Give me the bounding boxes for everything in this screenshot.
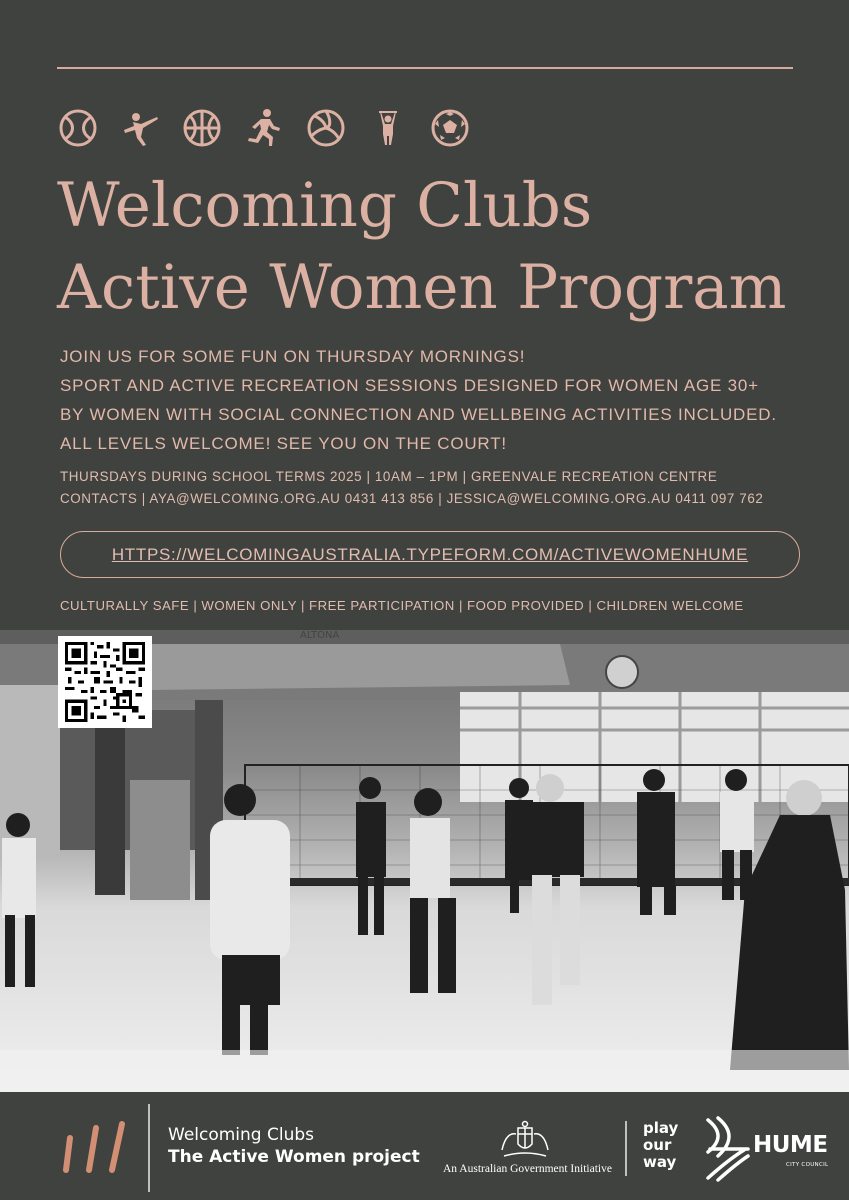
wall-sign-text: ALTONA: [300, 630, 340, 641]
title-line-1: Welcoming Clubs: [57, 170, 593, 241]
play-our-way-line-3: way: [643, 1153, 677, 1171]
volleyball-icon: [305, 107, 347, 149]
gymnast-icon: [119, 107, 161, 149]
government-initiative-text: An Australian Government Initiative: [443, 1163, 612, 1175]
qr-code[interactable]: [58, 636, 152, 728]
title-line-2: Active Women Program: [57, 252, 787, 323]
tennis-ball-icon: [57, 107, 99, 149]
contacts-line: CONTACTS | AYA@WELCOMING.ORG.AU 0431 413 856 | JESSICA@WELCOMING.ORG.AU 0411 097 762: [60, 491, 764, 506]
hume-wordmark: HUME: [753, 1132, 828, 1158]
hume-subtitle: CITY COUNCIL: [786, 1162, 829, 1168]
footer-brand-name: Welcoming Clubs: [168, 1125, 315, 1145]
footer-project-name: The Active Women project: [168, 1147, 420, 1167]
basketball-icon: [181, 107, 223, 149]
program-features: CULTURALLY SAFE | WOMEN ONLY | FREE PARTICIPATION | FOOD PROVIDED | CHILDREN WELCOME: [60, 598, 744, 613]
footer-divider: [148, 1104, 150, 1192]
footer-divider-2: [625, 1121, 627, 1176]
sport-icons-row: [57, 106, 471, 150]
page-title: [57, 165, 837, 329]
intro-line-1: JOIN US FOR SOME FUN ON THURSDAY MORNINGS!: [60, 347, 526, 366]
hume-logo-icon: [704, 1116, 750, 1182]
intro-line-4: ALL LEVELS WELCOME! SEE YOU ON THE COURT!: [60, 434, 507, 453]
schedule-line: THURSDAYS DURING SCHOOL TERMS 2025 | 10AM – 1PM | GREENVALE RECREATION CENTRE: [60, 469, 718, 484]
weightlifter-icon: [367, 107, 409, 149]
play-our-way-logo: [643, 1120, 678, 1171]
qr-code-image: [64, 642, 146, 722]
australian-government-crest-icon: [496, 1120, 554, 1162]
intro-line-3: BY WOMEN WITH SOCIAL CONNECTION AND WELLBEING ACTIVITIES INCLUDED.: [60, 405, 777, 424]
intro-text: [60, 342, 840, 458]
registration-link[interactable]: HTTPS://WELCOMINGAUSTRALIA.TYPEFORM.COM/ACTIVEWOMENHUME: [60, 531, 800, 578]
welcoming-clubs-logo-icon: [56, 1118, 132, 1176]
intro-line-2: SPORT AND ACTIVE RECREATION SESSIONS DESIGNED FOR WOMEN AGE 30+: [60, 376, 759, 395]
top-divider: [57, 67, 793, 69]
soccer-ball-icon: [429, 107, 471, 149]
play-our-way-line-1: play: [643, 1119, 679, 1137]
event-details: [60, 466, 840, 510]
runner-icon: [243, 107, 285, 149]
play-our-way-line-2: our: [643, 1136, 672, 1154]
